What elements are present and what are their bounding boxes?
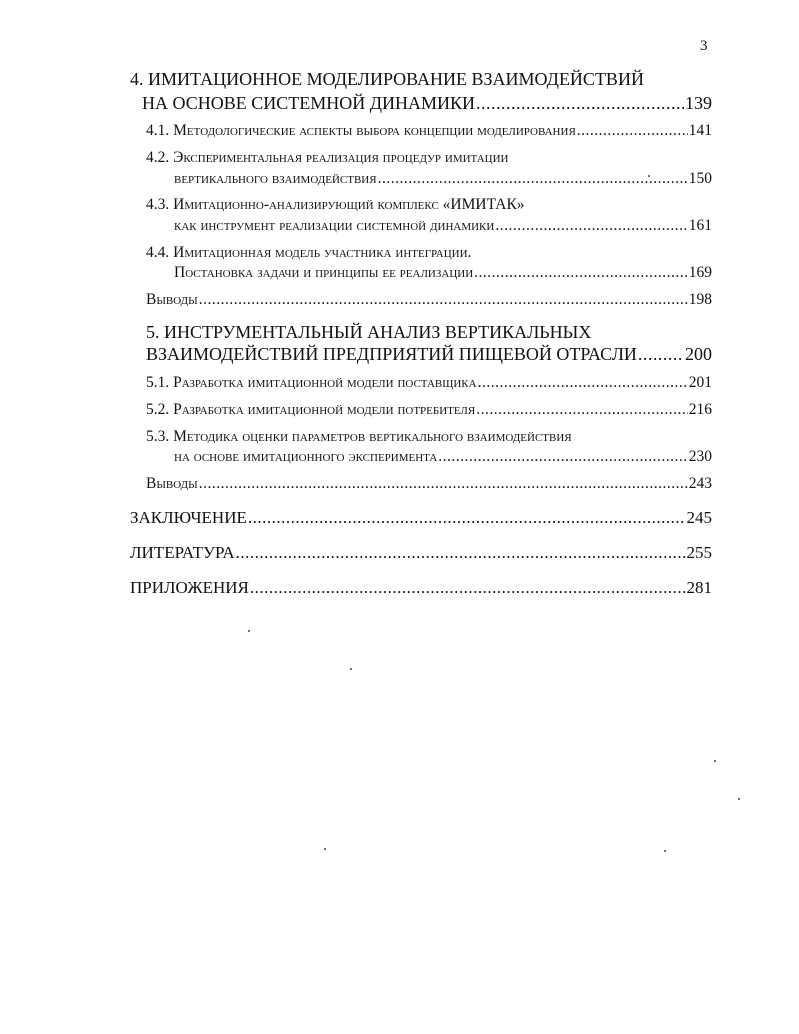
dot-leader — [199, 473, 688, 495]
appendices-line — [130, 577, 712, 599]
scan-speck — [324, 848, 326, 850]
section-5-3-line2 — [174, 446, 712, 468]
section-4-1-title: 4.1. Методологические аспекты выбора концепции моделирования — [146, 122, 576, 139]
section-4-3-page: 161 — [688, 217, 712, 234]
appendices-page: 281 — [686, 578, 712, 597]
section-4-1-page: 141 — [688, 122, 712, 139]
literature-title: ЛИТЕРАТУРА — [130, 543, 235, 562]
section-4-3-title-line2: как инструмент реализации системной динамики — [174, 217, 495, 234]
section-4-2-line1: 4.2. Экспериментальная реализация процедур имитации — [146, 149, 509, 166]
dot-leader — [476, 399, 688, 421]
conclusions-5-line — [146, 473, 712, 495]
chapter-4-page: 139 — [685, 93, 712, 113]
chapter-4-title-line2-text: НА ОСНОВЕ СИСТЕМНОЙ ДИНАМИКИ — [142, 93, 476, 113]
conclusion-page: 245 — [686, 508, 712, 527]
scan-speck — [248, 630, 250, 632]
section-4-4-line2 — [174, 262, 712, 284]
dot-leader — [378, 168, 688, 190]
section-4-4-title-line2: Постановка задачи и принципы ее реализации — [174, 264, 474, 281]
section-4-3-line2 — [174, 215, 712, 237]
scan-speck — [738, 798, 740, 800]
section-4-2-page: 150 — [688, 170, 712, 187]
section-4-3-line1: 4.3. Имитационно-анализирующий комплекс «ИМИТАК» — [146, 196, 525, 213]
conclusion-line — [130, 507, 712, 529]
conclusions-5-title: Выводы — [146, 475, 198, 492]
section-5-3-page: 230 — [688, 448, 712, 465]
section-5-1-page: 201 — [688, 374, 712, 391]
chapter-4-title-line2 — [142, 92, 712, 114]
chapter-5-title-line2 — [146, 343, 712, 365]
dot-leader — [248, 507, 686, 529]
scan-speck — [664, 850, 666, 852]
section-4-4-line1: 4.4. Имитационная модель участника интеграции. — [146, 244, 472, 261]
chapter-5-title-line2-text: ВЗАИМОДЕЙСТВИЙ ПРЕДПРИЯТИЙ ПИЩЕВОЙ ОТРАСЛИ — [146, 344, 637, 364]
section-4-2-line2 — [174, 168, 712, 190]
section-4-1-line — [146, 120, 712, 142]
section-5-3-title-line2: на основе имитационного эксперимента — [174, 448, 438, 465]
scan-speck — [350, 668, 352, 670]
dot-leader — [577, 120, 688, 142]
scan-speck — [648, 175, 650, 177]
dot-leader — [495, 215, 687, 237]
literature-page: 255 — [686, 543, 712, 562]
conclusions-4-title: Выводы — [146, 291, 198, 308]
literature-line — [130, 542, 712, 564]
section-5-2-line — [146, 399, 712, 421]
page-number: 3 — [700, 38, 708, 54]
conclusions-5-page: 243 — [688, 475, 712, 492]
dot-leader — [478, 372, 688, 394]
dot-leader — [438, 446, 687, 468]
section-5-1-title: 5.1. Разработка имитационной модели поставщика — [146, 374, 477, 391]
section-5-1-line — [146, 372, 712, 394]
section-4-4-page: 169 — [688, 264, 712, 281]
dot-leader — [638, 343, 684, 365]
chapter-4-title-line1: 4. ИМИТАЦИОННОЕ МОДЕЛИРОВАНИЕ ВЗАИМОДЕЙСТВИЙ — [130, 69, 644, 89]
conclusions-4-page: 198 — [688, 291, 712, 308]
dot-leader — [250, 577, 686, 599]
chapter-5-title-line1: 5. ИНСТРУМЕНТАЛЬНЫЙ АНАЛИЗ ВЕРТИКАЛЬНЫХ — [146, 322, 592, 342]
dot-leader — [236, 542, 686, 564]
section-4-2-title-line2: вертикального взаимодействия — [174, 170, 377, 187]
appendices-title: ПРИЛОЖЕНИЯ — [130, 578, 249, 597]
conclusion-title: ЗАКЛЮЧЕНИЕ — [130, 508, 247, 527]
section-5-2-page: 216 — [688, 401, 712, 418]
dot-leader — [474, 262, 688, 284]
dot-leader — [476, 92, 684, 114]
scan-speck — [714, 760, 716, 762]
chapter-5-page: 200 — [685, 344, 712, 364]
section-5-3-line1: 5.3. Методика оценки параметров вертикального взаимодействия — [146, 428, 572, 445]
section-5-2-title: 5.2. Разработка имитационной модели потребителя — [146, 401, 476, 418]
conclusions-4-line — [146, 289, 712, 311]
dot-leader — [199, 289, 688, 311]
